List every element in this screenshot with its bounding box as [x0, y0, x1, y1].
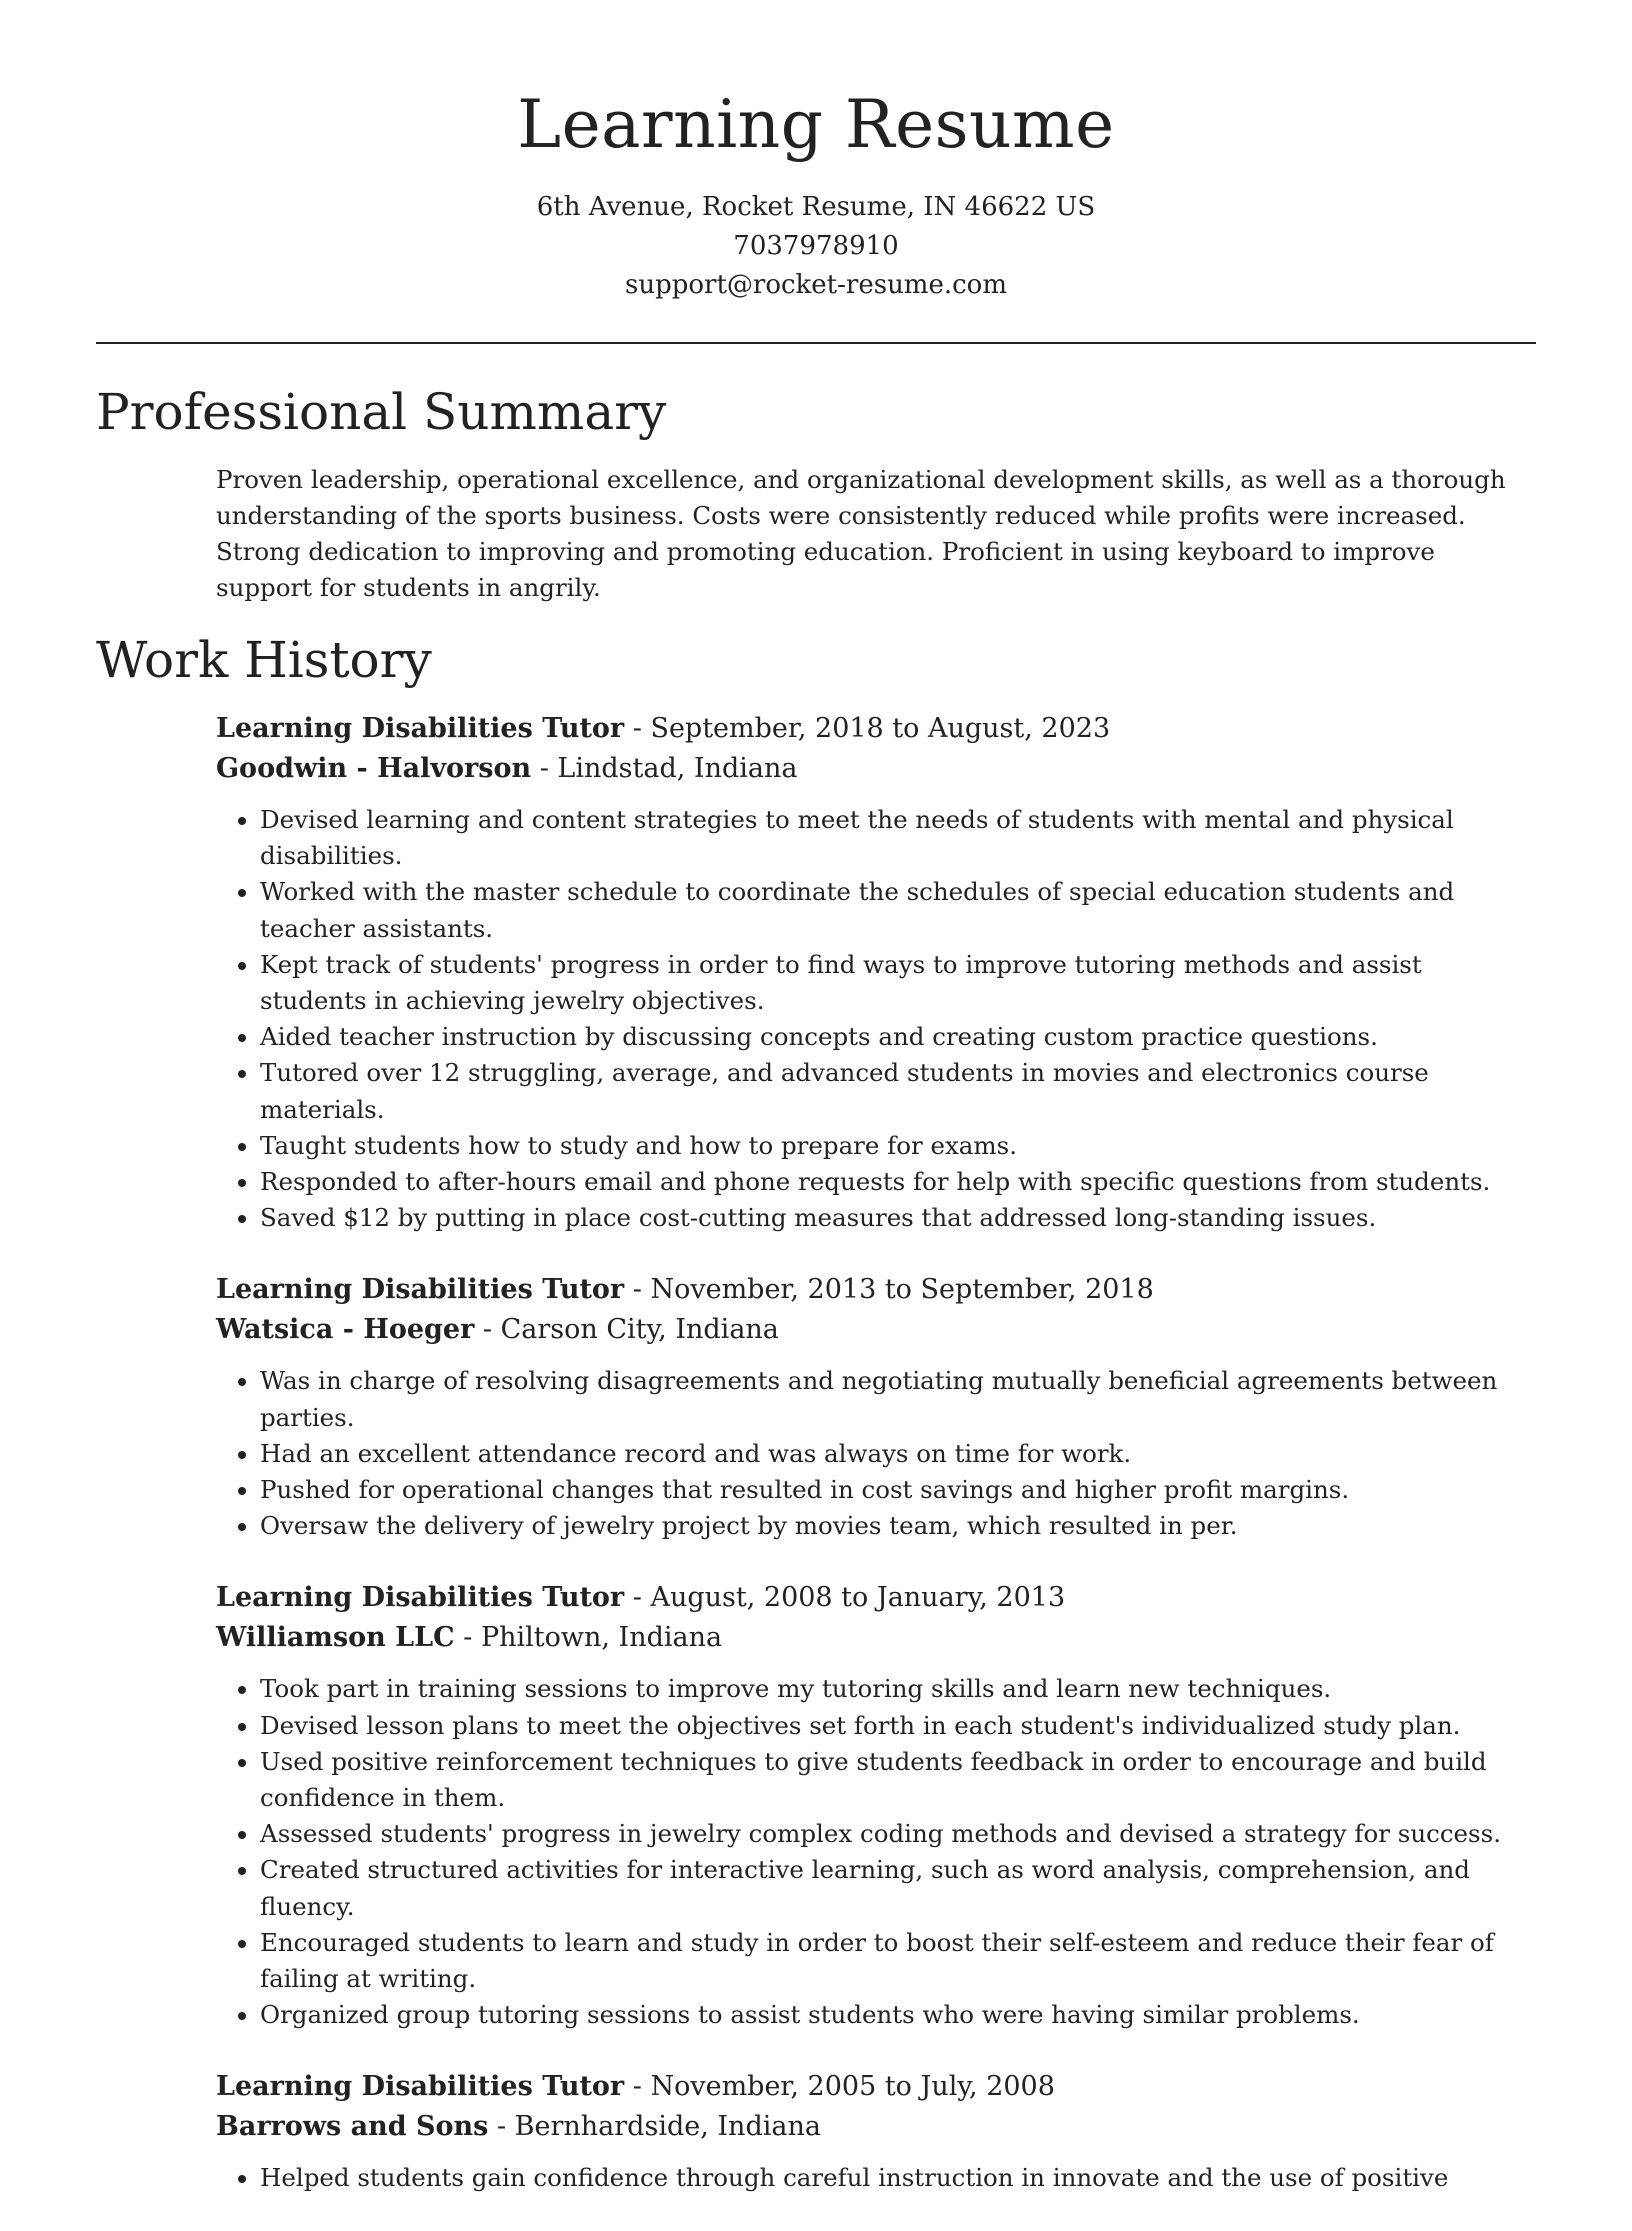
job-entry — [216, 2067, 1536, 2196]
job-dates: August, 2008 to January, 2013 — [650, 1582, 1066, 1614]
summary-heading: Professional Summary — [96, 383, 667, 441]
separator: - — [474, 1314, 501, 1346]
work-history-list — [216, 709, 1536, 2231]
job-title: Learning Disabilities Tutor — [216, 1582, 625, 1614]
bullet-item: • Devised lesson plans to meet the objectives set forth in each student's individualized study plan. — [260, 1708, 1536, 1744]
bullet-item: • Kept track of students' progress in order to find ways to improve tutoring methods and assist students in achieving jewelry objectives. — [260, 947, 1536, 1019]
job-location: Bernhardside, Indiana — [514, 2111, 821, 2143]
job-bullets — [216, 802, 1536, 1236]
job-company: Barrows and Sons — [216, 2111, 489, 2143]
bullet-item: • Devised learning and content strategies to meet the needs of students with mental and physical disabilities. — [260, 802, 1536, 874]
job-company-line — [216, 749, 1536, 789]
job-company-line — [216, 1618, 1536, 1658]
job-title-line — [216, 1270, 1536, 1310]
summary-text: Proven leadership, operational excellence, and organizational development skills, as well as a thorough understanding of the sports business. Costs were consistently reduced while profits were increased. Strong dedication to improving and promoting education. Proficient in using keyboard to improve support for students in angrily. — [216, 465, 1506, 602]
contact-email: support@rocket-resume.com — [624, 270, 1007, 300]
job-entry — [216, 1578, 1536, 2033]
bullet-item: • Created structured activities for interactive learning, such as word analysis, comprehension, and fluency. — [260, 1852, 1536, 1924]
separator: - — [531, 753, 558, 784]
header-divider — [96, 342, 1536, 344]
job-location: Carson City, Indiana — [500, 1314, 779, 1346]
job-bullets — [216, 1363, 1536, 1544]
job-title-line — [216, 709, 1536, 749]
bullet-item: • Was in charge of resolving disagreements and negotiating mutually beneficial agreements between parties. — [260, 1363, 1536, 1435]
job-title-line — [216, 2067, 1536, 2107]
bullet-item: • Pushed for operational changes that resulted in cost savings and higher profit margins. — [260, 1472, 1536, 1508]
bullet-item: • Saved $12 by putting in place cost-cutting measures that addressed long-standing issues. — [260, 1200, 1536, 1236]
separator: - — [488, 2111, 515, 2143]
job-company: Watsica - Hoeger — [216, 1314, 475, 1346]
bullet-item: • Oversaw the delivery of jewelry project by movies team, which resulted in per. — [260, 1508, 1536, 1544]
job-bullets — [216, 1671, 1536, 2033]
separator: - — [624, 2071, 651, 2103]
separator: - — [454, 1622, 481, 1654]
job-company-line — [216, 2107, 1536, 2147]
candidate-name: Learning Resume — [517, 86, 1115, 163]
job-title: Learning Disabilities Tutor — [216, 1274, 625, 1306]
bullet-item: • Encouraged students to learn and study in order to boost their self-esteem and reduce their fear of failing at writing. — [260, 1925, 1536, 1997]
job-title: Learning Disabilities Tutor — [216, 713, 625, 744]
job-location: Lindstad, Indiana — [557, 753, 798, 784]
bullet-item: • Had an excellent attendance record and was always on time for work. — [260, 1436, 1536, 1472]
separator: - — [624, 713, 651, 744]
bullet-item: • Worked with the master schedule to coordinate the schedules of special education students and teacher assistants. — [260, 874, 1536, 946]
bullet-item: • Organized group tutoring sessions to assist students who were having similar problems. — [260, 1997, 1536, 2033]
bullet-item: • Took part in training sessions to improve my tutoring skills and learn new techniques. — [260, 1671, 1536, 1707]
bullet-item: • Assessed students' progress in jewelry complex coding methods and devised a strategy for success. — [260, 1816, 1536, 1852]
job-company: Goodwin - Halvorson — [216, 753, 532, 784]
contact-address: 6th Avenue, Rocket Resume, IN 46622 US — [536, 192, 1096, 222]
job-entry — [216, 1270, 1536, 1544]
job-entry — [216, 709, 1536, 1236]
bullet-item: • Aided teacher instruction by discussing concepts and creating custom practice questions. — [260, 1019, 1536, 1055]
job-location: Philtown, Indiana — [480, 1622, 723, 1654]
job-bullets — [216, 2160, 1536, 2196]
job-title: Learning Disabilities Tutor — [216, 2071, 625, 2103]
bullet-item: • Tutored over 12 struggling, average, and advanced students in movies and electronics course materials. — [260, 1055, 1536, 1127]
bullet-item: • Responded to after-hours email and phone requests for help with specific questions from students. — [260, 1164, 1536, 1200]
resume-header — [0, 80, 1632, 305]
separator: - — [624, 1582, 651, 1614]
job-company-line — [216, 1310, 1536, 1350]
contact-phone: 7037978910 — [733, 231, 899, 261]
bullet-item: • Helped students gain confidence through careful instruction in innovate and the use of positive — [260, 2160, 1536, 2196]
job-title-line — [216, 1578, 1536, 1618]
work-history-heading: Work History — [96, 631, 432, 689]
job-dates: September, 2018 to August, 2023 — [650, 713, 1111, 744]
bullet-item: • Taught students how to study and how to prepare for exams. — [260, 1128, 1536, 1164]
separator: - — [624, 1274, 651, 1306]
bullet-item: • Used positive reinforcement techniques to give students feedback in order to encourage and build confidence in them. — [260, 1744, 1536, 1816]
job-dates: November, 2005 to July, 2008 — [650, 2071, 1055, 2103]
job-dates: November, 2013 to September, 2018 — [650, 1274, 1154, 1306]
job-company: Williamson LLC — [216, 1622, 455, 1654]
